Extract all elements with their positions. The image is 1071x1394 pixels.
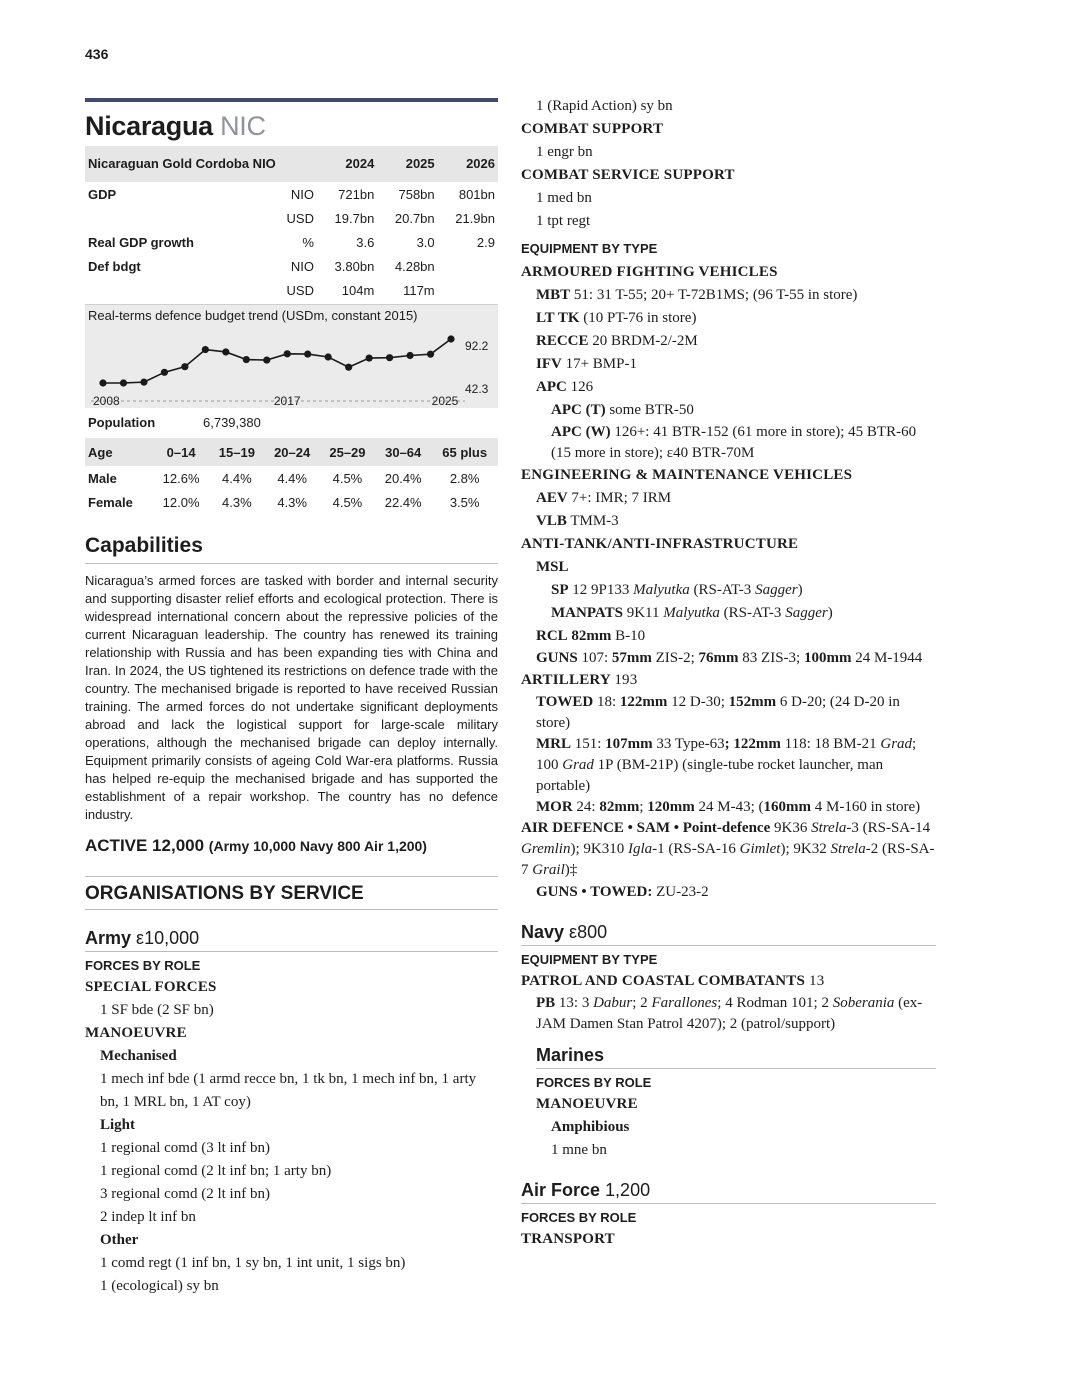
equip-recce: [521, 330, 936, 353]
econ-cell: 20.7bn: [394, 210, 435, 226]
equip-value: ; 100: [536, 736, 917, 773]
age-header-cell: 65 plus: [431, 438, 498, 466]
econ-cell: 758bn: [398, 186, 435, 202]
age-header-cell: 30–64: [375, 438, 431, 466]
unit-line: 1 comd regt (1 inf bn, 1 sy bn, 1 int unit, 1 sigs bn): [100, 1255, 406, 1271]
forces-by-role: FORCES BY ROLE: [536, 1075, 652, 1090]
data-point: [120, 379, 127, 386]
age-cell: 12.0%: [162, 494, 200, 510]
equip-value: 6 D-20; (24 D-20 in store): [536, 694, 900, 731]
age-cell: 22.4%: [384, 494, 422, 510]
equip-value: 1P (BM-21P) (single-tube rocket launcher, man portable): [536, 757, 884, 794]
age-header-cell: 15–19: [209, 438, 264, 466]
equip-calibre: 76mm: [698, 650, 739, 666]
category-label: PATROL AND COASTAL COMBATANTS: [521, 973, 806, 989]
category-count: 193: [614, 672, 638, 688]
age-header-cell: 25–29: [320, 438, 375, 466]
category-anti-tank: ANTI-TANK/ANTI-INFRASTRUCTURE: [521, 536, 799, 552]
equip-value: (10 PT-76 in store): [583, 310, 697, 326]
econ-row: [85, 206, 498, 230]
equip-name: Grad: [880, 736, 913, 752]
econ-cell: 801bn: [458, 186, 495, 202]
equip-key: MRL: [536, 736, 571, 752]
unit-line: 1 tpt regt: [536, 213, 591, 229]
equip-name: Igla: [627, 841, 653, 857]
category-emv: ENGINEERING & MAINTENANCE VEHICLES: [521, 467, 853, 483]
category-manoeuvre: MANOEUVRE: [85, 1025, 187, 1041]
country-code: NIC: [220, 111, 266, 141]
budget-trend-chart: [85, 304, 498, 408]
econ-cell: 21.9bn: [455, 210, 495, 226]
air-force-strength: 1,200: [605, 1180, 651, 1200]
age-row-female: [85, 490, 498, 514]
econ-row-unit: USD: [286, 282, 314, 298]
age-cell: 4.5%: [332, 470, 363, 486]
econ-row: [85, 182, 498, 206]
subcat-amphibious: Amphibious: [551, 1119, 630, 1135]
data-point: [140, 379, 147, 386]
age-cell: 3.5%: [449, 494, 480, 510]
econ-cell: [438, 254, 498, 278]
econ-row: [85, 230, 498, 254]
age-cell: 4.4%: [222, 470, 252, 486]
equip-name: Sagger: [785, 605, 828, 621]
active-detail: (Army 10,000 Navy 800 Air 1,200): [208, 838, 427, 854]
equip-name: Dabur: [593, 995, 633, 1011]
equip-mbt: [521, 284, 936, 307]
data-point: [161, 369, 168, 376]
equip-value: -2 (RS-SA-7: [521, 841, 935, 878]
equip-name: Strela: [830, 841, 866, 857]
equip-name: Farallones: [651, 995, 718, 1011]
data-point: [366, 354, 373, 361]
econ-cell: 104m: [341, 282, 375, 298]
category-manoeuvre: MANOEUVRE: [536, 1096, 638, 1112]
age-header-cell: 0–14: [153, 438, 209, 466]
econ-cell: 19.7bn: [334, 210, 375, 226]
equip-value: (RS-AT-3: [719, 605, 786, 621]
x-tick-label: 2025: [431, 394, 459, 408]
country-name: Nicaragua: [85, 111, 213, 141]
age-cell: 2.8%: [449, 470, 480, 486]
equip-value: 12 D-30;: [667, 694, 729, 710]
econ-header-row: [85, 146, 498, 182]
equip-value: ); 9K310: [570, 841, 628, 857]
equip-value: 24 M-43; (: [694, 799, 764, 815]
y-label-min: 42.3: [465, 382, 489, 396]
population-label: Population: [88, 415, 156, 430]
econ-cell: 721bn: [338, 186, 375, 202]
equip-guns: [521, 648, 936, 669]
trend-plot: [85, 305, 498, 408]
country-title: [85, 110, 498, 142]
equip-key: LT TK: [536, 310, 580, 326]
equip-key: AIR DEFENCE • SAM • Point-defence: [521, 820, 771, 836]
equip-calibre: 100mm: [803, 650, 852, 666]
data-point: [222, 348, 229, 355]
age-cell: 4.3%: [277, 494, 307, 510]
equip-name: Gimlet: [739, 841, 781, 857]
category-afv: ARMOURED FIGHTING VEHICLES: [521, 264, 778, 280]
data-point: [99, 379, 106, 386]
equip-key: MANPATS: [551, 605, 623, 621]
equip-value: 9K36: [770, 820, 812, 836]
equip-value: 118: 18 BM-21: [780, 736, 881, 752]
age-cell: Male: [88, 470, 117, 486]
data-point: [427, 351, 434, 358]
navy-heading: [521, 922, 936, 946]
series-line: [103, 339, 451, 383]
equip-value: ; 2: [632, 995, 652, 1011]
equip-value: 18:: [597, 694, 620, 710]
equip-ifv: [521, 353, 936, 376]
equip-aev: [521, 487, 936, 510]
equip-apc: [521, 376, 936, 399]
data-point: [325, 353, 332, 360]
equip-value: TMM-3: [570, 513, 619, 529]
equip-lt-tk: [521, 307, 936, 330]
econ-row-label: [85, 206, 264, 230]
age-cell: 12.6%: [162, 470, 200, 486]
equip-apc-t: [521, 399, 936, 422]
y-label-max: 92.2: [465, 339, 489, 353]
equip-key: MOR: [536, 799, 573, 815]
equip-value: -1 (RS-SA-16: [652, 841, 740, 857]
equip-value: 24:: [576, 799, 600, 815]
equip-name: Sagger: [755, 582, 798, 598]
equip-key: APC (T): [551, 402, 606, 418]
equip-calibre: 152mm: [728, 694, 777, 710]
marines-heading: Marines: [536, 1045, 936, 1069]
army-name: Army: [85, 928, 132, 948]
unit-line: 1 regional comd (3 lt inf bn): [100, 1140, 270, 1156]
equip-value: ; 4 Rodman 101; 2: [717, 995, 833, 1011]
unit-line: 1 (ecological) sy bn: [100, 1278, 219, 1294]
unit-line: 1 regional comd (2 lt inf bn; 1 arty bn): [100, 1163, 332, 1179]
equip-name: Grail: [532, 862, 565, 878]
equip-value: some BTR-50: [609, 402, 694, 418]
x-tick-label: 2017: [273, 394, 301, 408]
unit-line: 1 med bn: [536, 190, 592, 206]
active-strength: [85, 836, 498, 856]
equip-key: RCL: [536, 628, 568, 644]
equip-value: 151:: [574, 736, 606, 752]
equip-name: Grad: [562, 757, 594, 773]
equip-towed: [521, 692, 936, 734]
year-2024: 2024: [317, 146, 377, 182]
data-point: [447, 335, 454, 342]
equip-key: APC: [536, 379, 567, 395]
equip-calibre: ; 122mm: [724, 736, 781, 752]
equip-value: (RS-AT-3: [689, 582, 756, 598]
air-force-name: Air Force: [521, 1180, 601, 1200]
equip-value: ZU-23-2: [656, 884, 709, 900]
equip-name: Strela: [811, 820, 847, 836]
data-point: [181, 363, 188, 370]
equip-value: 17+ BMP-1: [565, 356, 637, 372]
army-strength: ε10,000: [136, 928, 200, 948]
unit-line: 1 mech inf bde (1 armd recce bn, 1 tk bn, 1 mech inf bn, 1 arty bn, 1 MRL bn, 1 AT coy): [100, 1071, 477, 1110]
equip-value: (ex-JAM Damen Stan Patrol 4207); 2 (patrol/support): [536, 995, 923, 1032]
equip-calibre: 57mm: [611, 650, 652, 666]
equip-value: 9K11: [626, 605, 664, 621]
age-cell: Female: [88, 494, 133, 510]
age-cell: 4.3%: [222, 494, 252, 510]
econ-row-unit: NIO: [290, 186, 314, 202]
subcat-light: Light: [100, 1117, 136, 1133]
equip-guns-towed: [521, 881, 936, 904]
org-heading: ORGANISATIONS BY SERVICE: [85, 876, 498, 910]
year-2026: 2026: [438, 146, 498, 182]
equip-value: 4 M-160 in store): [811, 799, 921, 815]
unit-line: 1 SF bde (2 SF bn): [100, 1002, 214, 1018]
equip-rcl: [521, 625, 936, 648]
equip-key: VLB: [536, 513, 567, 529]
title-rule: [85, 98, 498, 102]
equip-value: 33 Type-63: [652, 736, 725, 752]
category-special-forces: SPECIAL FORCES: [85, 979, 217, 995]
econ-cell: 2.9: [476, 234, 495, 250]
equip-key: PB: [536, 995, 556, 1011]
category-artillery: [521, 669, 936, 692]
equip-vlb: [521, 510, 936, 533]
equip-calibre: 122mm: [619, 694, 668, 710]
equip-key: APC (W): [551, 424, 611, 440]
equip-msl: MSL: [536, 559, 569, 575]
unit-line: 1 engr bn: [536, 144, 593, 160]
unit-line: 1 mne bn: [551, 1142, 607, 1158]
age-header-cell: 20–24: [265, 438, 320, 466]
equip-sp: [521, 579, 936, 602]
unit-line: 3 regional comd (2 lt inf bn): [100, 1186, 270, 1202]
equip-value: 51: 31 T-55; 20+ T-72B1MS; (96 T-55 in store): [573, 287, 858, 303]
data-point: [386, 354, 393, 361]
data-point: [304, 350, 311, 357]
equip-calibre: 107mm: [605, 736, 653, 752]
equip-value: ); 9K32: [780, 841, 831, 857]
age-header-row: [85, 438, 498, 466]
econ-row: [85, 278, 498, 302]
forces-by-role: FORCES BY ROLE: [521, 1210, 637, 1225]
equip-value: ): [797, 582, 803, 598]
unit-line: 1 (Rapid Action) sy bn: [536, 98, 673, 114]
category-css: COMBAT SERVICE SUPPORT: [521, 167, 735, 183]
age-header-cell: Age: [85, 438, 153, 466]
equip-value: 83 ZIS-3;: [738, 650, 804, 666]
econ-row-label: Def bdgt: [88, 258, 141, 274]
econ-row-unit: NIO: [290, 258, 314, 274]
equip-value: 107:: [581, 650, 612, 666]
equip-calibre: 120mm: [647, 799, 695, 815]
chart-title: Real-terms defence budget trend (USDm, constant 2015): [88, 308, 418, 323]
equip-mrl: [521, 734, 936, 797]
equip-calibre: 82mm: [571, 628, 612, 644]
equip-key: MBT: [536, 287, 571, 303]
equip-air-defence: [521, 818, 936, 881]
equip-apc-w: [521, 422, 936, 464]
category-transport: TRANSPORT: [521, 1231, 615, 1247]
equip-name: Soberania: [832, 995, 895, 1011]
equip-key: IFV: [536, 356, 562, 372]
unit-line: 2 indep lt inf bn: [100, 1209, 196, 1225]
econ-row-unit: USD: [286, 210, 314, 226]
equip-manpats: [521, 602, 936, 625]
econ-cell: [438, 278, 498, 302]
econ-row: [85, 254, 498, 278]
data-point: [263, 356, 270, 363]
equip-key: RECCE: [536, 333, 589, 349]
equip-value: 126+: 41 BTR-152 (61 more in store); 45 BTR-60 (15 more in store); ε40 BTR-70M: [551, 424, 917, 461]
econ-cell: 3.0: [416, 234, 435, 250]
equip-value: 13: 3: [558, 995, 594, 1011]
equip-value: ;: [639, 799, 648, 815]
equip-value: ZIS-2;: [651, 650, 699, 666]
category-combat-support: COMBAT SUPPORT: [521, 121, 664, 137]
subcat-other: Other: [100, 1232, 139, 1248]
age-cell: 4.4%: [277, 470, 307, 486]
equip-value: 126: [570, 379, 594, 395]
equip-pb: [521, 993, 936, 1035]
category-count: 13: [809, 973, 825, 989]
army-heading: [85, 928, 498, 952]
navy-strength: ε800: [569, 922, 608, 942]
population-value: 6,739,380: [203, 415, 261, 430]
capabilities-text: Nicaragua’s armed forces are tasked with border and internal security and supporting disaster relief efforts and ecological protection. There is widespread international concern about the repressive policies of the current Nicaraguan leadership. The country has renewed its training relationship with Russia and has been expanding ties with China and Iran. In 2024, the US tightened its restrictions on defence trade with the country. The mechanised brigade is reported to have received Russian training. The armed forces do not undertake significant deployments abroad and lack the logistical support for large-scale military operations, although the mechanised brigade can deploy internally. Equipment primarily consists of ageing Cold War-era platforms. Russia has helped re-equip the mechanised brigade and has supported the establishment of a repair workshop. The country has no defence industry.: [85, 573, 498, 822]
category-pcc: [521, 970, 936, 993]
economic-table: [85, 146, 498, 302]
econ-row-label: [85, 278, 264, 302]
age-cell: 4.5%: [332, 494, 363, 510]
equip-key: SP: [551, 582, 569, 598]
subcat-mechanised: Mechanised: [100, 1048, 177, 1064]
equip-name: Gremlin: [521, 841, 571, 857]
navy-name: Navy: [521, 922, 565, 942]
equipment-by-type: EQUIPMENT BY TYPE: [521, 241, 658, 256]
category-label: ARTILLERY: [521, 672, 611, 688]
econ-row-unit: %: [302, 234, 314, 250]
data-point: [202, 346, 209, 353]
equip-name: Malyutka: [663, 605, 720, 621]
equip-calibre: 160mm: [763, 799, 812, 815]
age-table: [85, 438, 498, 514]
equip-key: AEV: [536, 490, 568, 506]
econ-cell: 4.28bn: [394, 258, 435, 274]
age-cell: 20.4%: [384, 470, 422, 486]
capabilities-heading: Capabilities: [85, 534, 498, 564]
x-tick-label: 2008: [93, 394, 120, 408]
econ-cell: 3.80bn: [334, 258, 375, 274]
data-point: [406, 352, 413, 359]
air-force-heading: [521, 1180, 936, 1204]
equip-value: 7+: IMR; 7 IRM: [571, 490, 672, 506]
equip-value: 20 BRDM-2/-2M: [592, 333, 698, 349]
equip-mor: [521, 797, 936, 818]
data-point: [243, 356, 250, 363]
data-point: [345, 364, 352, 371]
equip-calibre: 82mm: [599, 799, 640, 815]
equip-name: Malyutka: [633, 582, 690, 598]
forces-by-role: FORCES BY ROLE: [85, 958, 201, 973]
equipment-by-type: EQUIPMENT BY TYPE: [521, 952, 658, 967]
equip-key: GUNS • TOWED:: [536, 884, 653, 900]
left-column: [85, 98, 498, 1298]
equip-key: GUNS: [536, 650, 578, 666]
equip-key: TOWED: [536, 694, 594, 710]
equip-value: -3 (RS-SA-14: [846, 820, 931, 836]
equip-value: B-10: [615, 628, 646, 644]
active-label: ACTIVE 12,000: [85, 836, 205, 855]
econ-row-label: GDP: [88, 186, 117, 202]
age-row-male: [85, 466, 498, 490]
year-2025: 2025: [377, 146, 437, 182]
econ-cell: 117m: [403, 282, 435, 298]
right-column: [521, 95, 936, 1251]
equip-value: 12 9P133: [572, 582, 634, 598]
population-row: [85, 408, 498, 438]
equip-value: )‡: [564, 862, 578, 878]
econ-row-label: Real GDP growth: [88, 234, 194, 250]
econ-cell: 3.6: [356, 234, 375, 250]
data-point: [284, 350, 291, 357]
equip-value: ): [827, 605, 833, 621]
currency-label: Nicaraguan Gold Cordoba NIO: [85, 146, 317, 182]
equip-value: 24 M-1944: [851, 650, 923, 666]
page-number: 436: [85, 46, 109, 62]
